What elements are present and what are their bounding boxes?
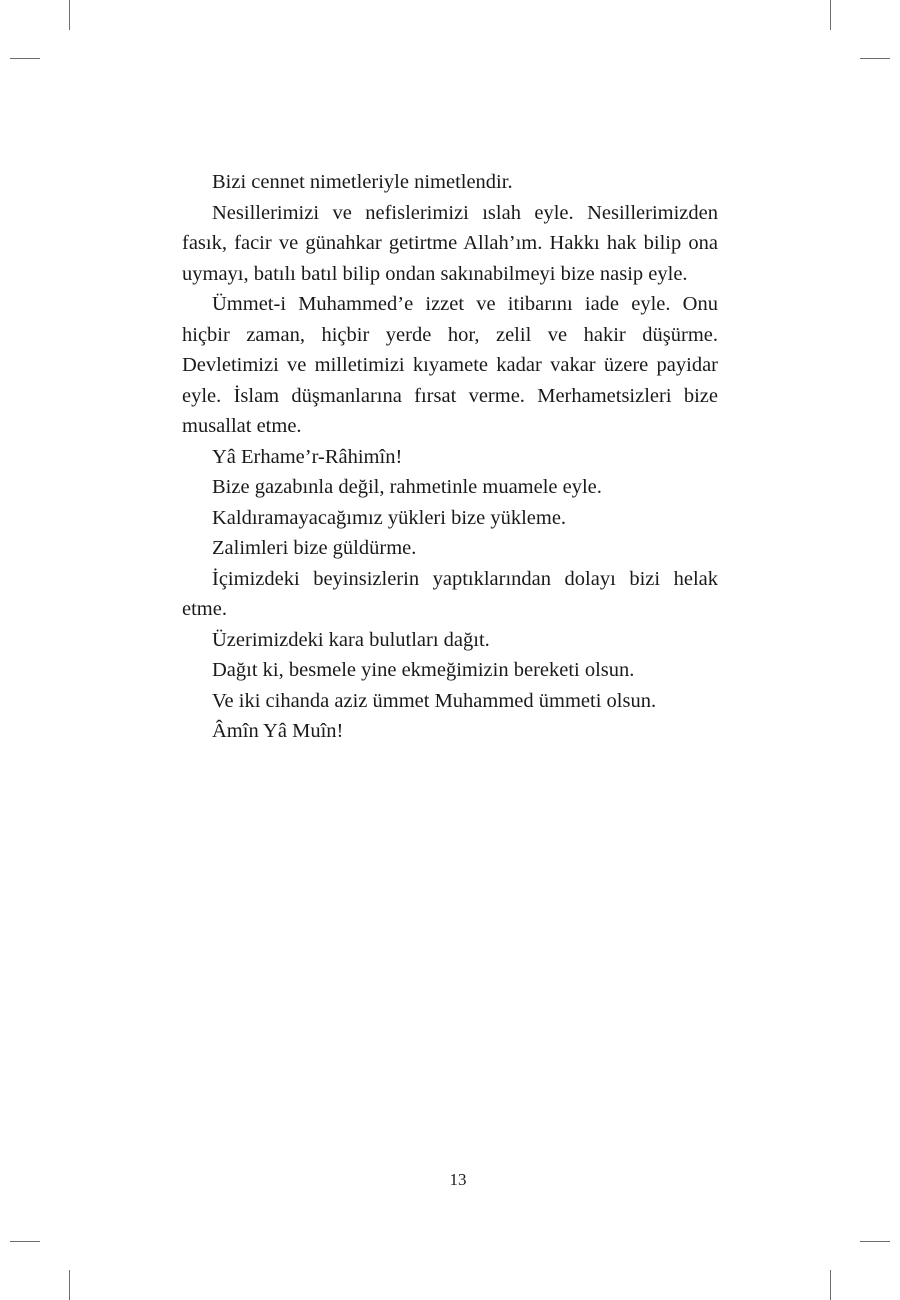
paragraph-4: Yâ Erhame’r-Râhimîn! [212,445,403,468]
paragraph-8: İçimizdeki beyinsizlerin yaptıklarından dolayı bizi helak etme. [182,567,718,620]
paragraph-2: Nesillerimizi ve nefislerimizi ıslah eyle. Nesillerimizden fasık, facir ve günahkar getirtme Allah’ım. Hakkı hak bilip ona uymayı, batılı batıl bilip ondan sakınabilmeyi bize nasip eyle. [182,201,718,285]
paragraph-11: Ve iki cihanda aziz ümmet Muhammed ümmeti olsun. [212,689,657,712]
crop-mark-bottom-right-horizontal [860,1241,890,1242]
paragraph-7: Zalimleri bize güldürme. [212,537,417,559]
crop-mark-top-left-vertical [69,0,70,30]
paragraph-9: Üzerimizdeki kara bulutları dağıt. [212,628,490,651]
crop-mark-top-right-horizontal [860,58,890,59]
crop-mark-bottom-left-horizontal [10,1241,40,1242]
paragraph-6: Kaldıramayacağımız yükleri bize yükleme. [212,506,567,529]
paragraph-12: Âmîn Yâ Muîn! [212,720,344,742]
crop-mark-top-left-horizontal [10,58,40,59]
paragraph-3: Ümmet-i Muhammed’e izzet ve itibarını iade eyle. Onu hiçbir zaman, hiçbir yerde hor, zelil ve hakir düşürme. Devletimizi ve milletimizi kıyamete kadar vakar üzere payidar eyle. İslam düşmanlarına fırsat verme. Merhametsizleri bize musallat etme. [182,293,718,437]
body-text [182,167,718,747]
crop-mark-bottom-right-vertical [830,1270,831,1300]
paragraph-10: Dağıt ki, besmele yine ekmeğimizin bereketi olsun. [212,659,635,681]
crop-mark-bottom-left-vertical [69,1270,70,1300]
crop-mark-top-right-vertical [830,0,831,30]
page-number: 13 [449,1170,467,1189]
paragraph-5: Bize gazabınla değil, rahmetinle muamele eyle. [212,476,602,498]
paragraph-1: Bizi cennet nimetleriyle nimetlendir. [212,171,513,193]
